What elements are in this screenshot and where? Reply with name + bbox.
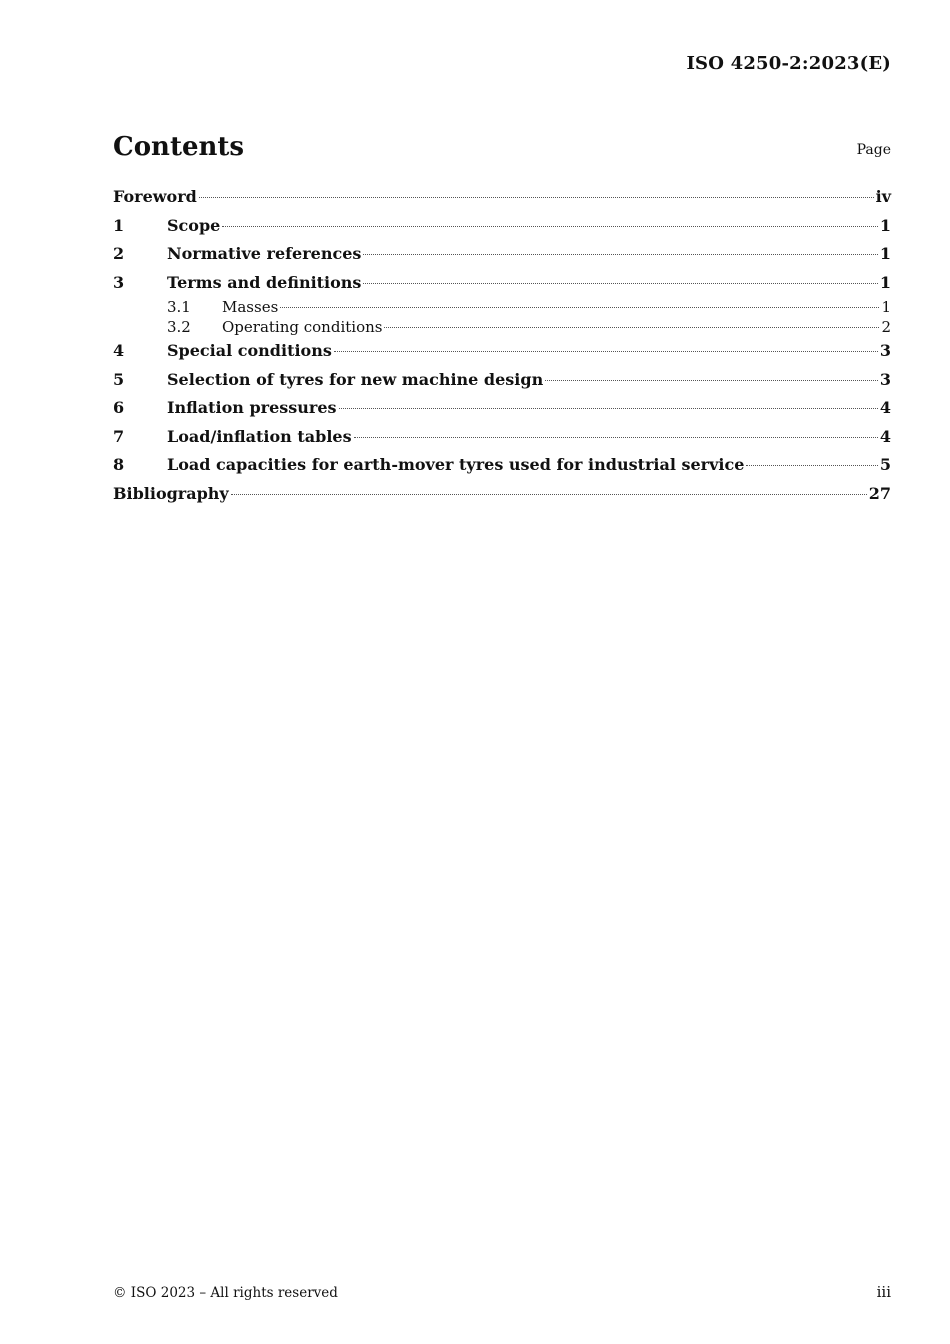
dot-leader [339, 408, 878, 409]
toc-subentry-masses[interactable] [113, 297, 891, 317]
toc-entry-foreword[interactable] [113, 183, 891, 212]
toc-entry-number: 2 [113, 244, 125, 263]
page-column-label: Page [856, 142, 891, 158]
toc-entry-page: 1 [879, 272, 891, 292]
toc-entry-page: 1 [881, 298, 891, 316]
dot-leader [384, 327, 879, 328]
copyright-notice: © ISO 2023 – All rights reserved [113, 1285, 338, 1301]
toc-entry-number: 6 [113, 398, 125, 417]
toc-entry-page: 1 [879, 215, 891, 235]
toc-entry-number: 4 [113, 341, 125, 360]
table-of-contents [113, 183, 891, 508]
toc-entry-page: 3 [879, 341, 891, 360]
toc-entry-number: 3.1 [167, 298, 191, 316]
toc-entry-scope[interactable] [113, 212, 891, 241]
toc-entry-title: Bibliography [113, 483, 229, 503]
dot-leader [363, 254, 877, 255]
toc-entry-page: 27 [868, 483, 891, 503]
toc-entry-bibliography[interactable] [113, 480, 891, 509]
toc-entry-normative-references[interactable] [113, 240, 891, 269]
toc-entry-number: 5 [113, 369, 125, 389]
toc-entry-title: Selection of tyres for new machine design [167, 369, 544, 389]
toc-entry-page: iv [875, 187, 891, 206]
toc-entry-terms-and-definitions[interactable] [113, 269, 891, 298]
toc-entry-special-conditions[interactable] [113, 337, 891, 366]
contents-title: Contents [113, 132, 245, 162]
toc-entry-title: Load capacities for earth-mover tyres used for industrial service [167, 455, 745, 474]
toc-entry-page: 4 [879, 398, 891, 417]
contents-header [113, 132, 891, 164]
toc-entry-title: Scope [167, 215, 221, 235]
toc-entry-page: 1 [879, 244, 891, 263]
toc-entry-selection-of-tyres[interactable] [113, 366, 891, 395]
toc-entry-title: Inflation pressures [167, 398, 337, 417]
dot-leader [334, 351, 878, 352]
toc-entry-load-inflation-tables[interactable] [113, 423, 891, 452]
toc-subentry-operating-conditions[interactable] [113, 317, 891, 337]
dot-leader [746, 465, 877, 466]
dot-leader [199, 197, 874, 198]
page-number: iii [876, 1283, 891, 1301]
toc-entry-number: 3.2 [167, 318, 191, 336]
toc-entry-page: 3 [879, 369, 891, 389]
toc-entry-page: 5 [879, 455, 891, 474]
dot-leader [354, 437, 878, 438]
toc-entry-number: 7 [113, 426, 125, 446]
toc-entry-number: 3 [113, 272, 125, 292]
dot-leader [545, 380, 878, 381]
document-id: ISO 4250-2:2023(E) [686, 53, 891, 74]
toc-entry-title: Special conditions [167, 341, 332, 360]
toc-entry-title: Load/inflation tables [167, 426, 352, 446]
toc-entry-load-capacities[interactable] [113, 451, 891, 480]
toc-entry-inflation-pressures[interactable] [113, 394, 891, 423]
toc-entry-title: Operating conditions [222, 318, 383, 336]
dot-leader [231, 494, 867, 495]
toc-entry-page: 4 [879, 426, 891, 446]
dot-leader [363, 283, 877, 284]
toc-entry-title: Terms and definitions [167, 272, 362, 292]
toc-entry-page: 2 [881, 318, 891, 336]
toc-entry-number: 1 [113, 215, 125, 235]
toc-entry-number: 8 [113, 455, 125, 474]
dot-leader [280, 307, 879, 308]
toc-entry-title: Normative references [167, 244, 362, 263]
dot-leader [222, 226, 878, 227]
toc-entry-title: Masses [222, 298, 279, 316]
toc-entry-title: Foreword [113, 187, 197, 206]
